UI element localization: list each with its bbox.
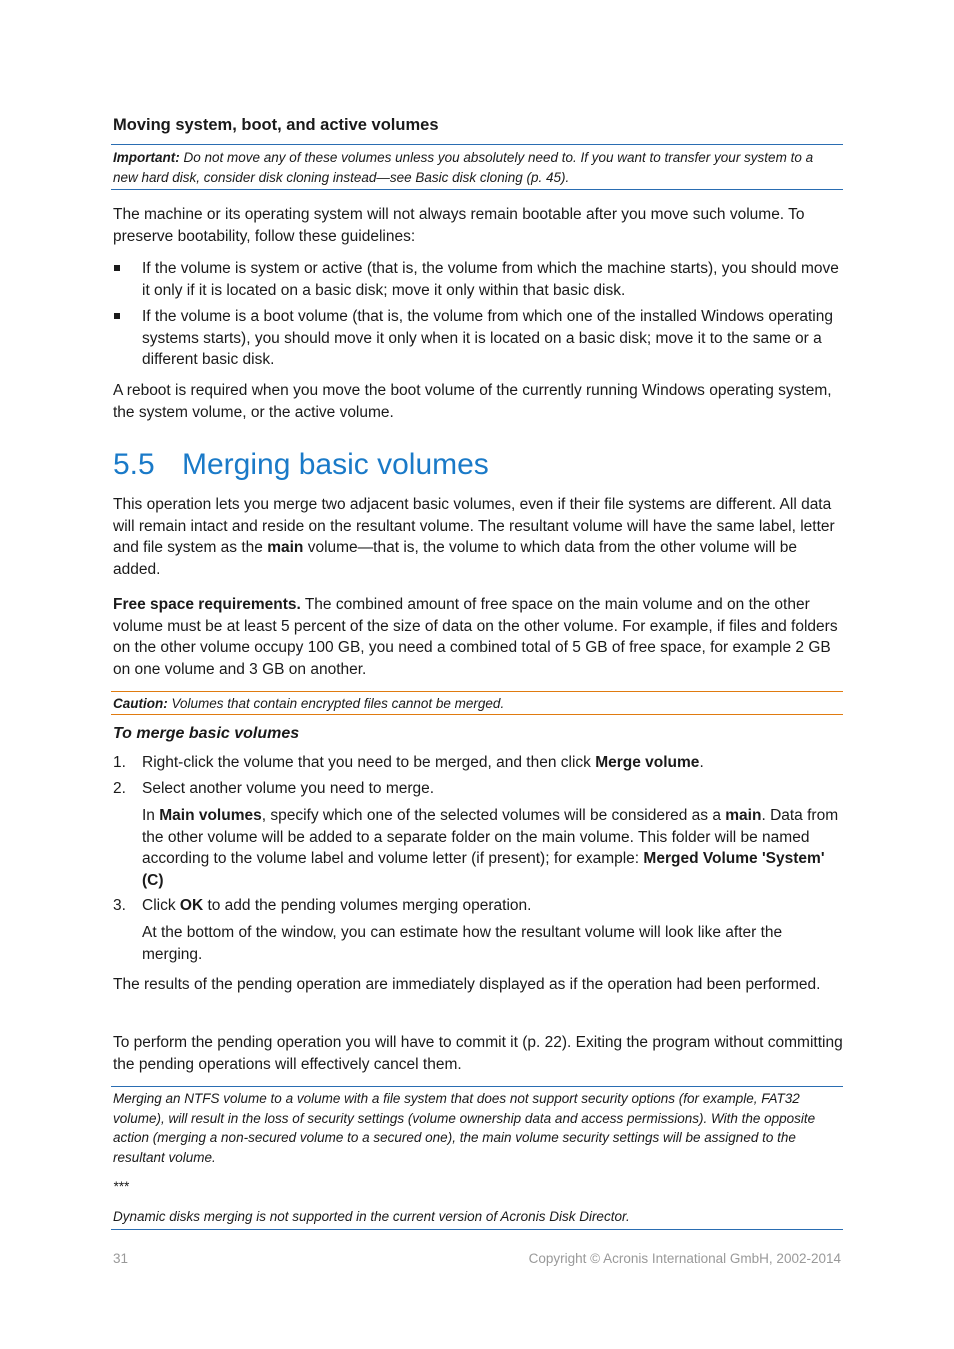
section-number: 5.5 xyxy=(113,448,155,481)
text-span: to add the pending volumes merging operation. xyxy=(203,897,532,914)
step-number: 3. xyxy=(113,897,126,914)
caution-note xyxy=(111,691,843,715)
reboot-paragraph: A reboot is required when you move the boot volume of the currently running Windows operating system, the system volume, or the active volume. xyxy=(113,382,832,421)
security-note: Merging an NTFS volume to a volume with a file system that does not support security options (for example, FAT32 volume), will result in the loss of security settings (volume ownership data and access permissions). With the opposite action (merging a non-secured volume to a secured one), the main volume security settings will be assigned to the resultant volume. xyxy=(113,1091,816,1165)
important-note xyxy=(111,144,843,190)
free-space-paragraph xyxy=(113,594,843,680)
bold-span: Free space requirements. xyxy=(113,596,301,613)
merge-intro xyxy=(113,494,843,580)
results-paragraph: The results of the pending operation are immediately displayed as if the operation had been performed. xyxy=(113,976,821,993)
step-number: 1. xyxy=(113,754,126,771)
section-heading-moving: Moving system, boot, and active volumes xyxy=(113,116,439,134)
bold-span: Merged Volume 'System' (C) xyxy=(142,850,825,889)
bullet-item xyxy=(113,258,843,301)
text-span: This operation lets you merge two adjacent basic volumes, even if their file systems are different. All data will remain intact and reside on the resultant volume. The resultant volume will have the same label, letter and file system as the xyxy=(113,496,835,556)
step-text xyxy=(142,752,843,774)
text-span: . Data from the other volume will be added to a separate folder on the main volume. This folder will be named according to the volume label and volume letter (if present); for example: xyxy=(142,807,839,867)
section-title-text: Merging basic volumes xyxy=(182,448,489,481)
merge-notes xyxy=(111,1086,843,1230)
bullet-text: If the volume is system or active (that is, the volume from which the machine starts), you should move it only if it is located on a basic disk; move it only within that basic disk. xyxy=(142,260,839,299)
note-separator: *** xyxy=(113,1179,129,1194)
step-text: Select another volume you need to merge. xyxy=(142,780,435,797)
bold-span: Merge volume xyxy=(595,754,700,771)
procedure-step xyxy=(113,778,843,800)
step-detail xyxy=(113,922,843,965)
bullet-item xyxy=(113,306,843,371)
important-text: Do not move any of these volumes unless you absolutely need to. If you want to transfer your system to a new hard disk, consider disk cloning instead—see Basic disk cloning (p. 45). xyxy=(113,150,814,185)
step-detail xyxy=(113,805,843,891)
page-number: 31 xyxy=(113,1251,129,1266)
text-span: Right-click the volume that you need to be merged, and then click xyxy=(142,754,596,771)
dynamic-disks-note: Dynamic disks merging is not supported in the current version of Acronis Disk Director. xyxy=(113,1208,630,1224)
step-detail-text: At the bottom of the window, you can estimate how the resultant volume will look like after the merging. xyxy=(142,924,783,963)
section-title xyxy=(113,448,489,482)
step-detail-text xyxy=(142,805,843,891)
copyright: Copyright © Acronis International GmbH, 2002-2014 xyxy=(528,1251,841,1266)
important-label: Important: xyxy=(113,150,180,165)
step-text xyxy=(142,895,843,917)
bold-span: OK xyxy=(179,897,204,914)
text-span: Click xyxy=(142,897,180,914)
text-span: , specify which one of the selected volumes will be considered as a xyxy=(261,807,726,824)
text-span: The combined amount of free space on the main volume and on the other volume must be at least 5 percent of the size of data on the other volume. For example, if files and folders on the other volume occupy 100 GB, you need a combined total of 5 GB of free space, for example 2 GB on one volume and 3 GB on another. xyxy=(113,596,838,678)
moving-intro: The machine or its operating system will not always remain bootable after you move such volume. To preserve bootability, follow these guidelines: xyxy=(113,206,805,245)
procedure-step xyxy=(113,895,843,917)
caution-text: Volumes that contain encrypted files cannot be merged. xyxy=(167,696,505,711)
procedure-step xyxy=(113,752,843,774)
step-number: 2. xyxy=(113,780,126,797)
bullet-text: If the volume is a boot volume (that is, the volume from which one of the installed Windows operating systems starts), you should move it only when it is located on a basic disk; move it to the same or a different basic disk. xyxy=(142,308,833,368)
text-span: . xyxy=(699,754,704,771)
text-span: volume—that is, the volume to which data from the other volume will be added. xyxy=(113,539,798,578)
text-span: In xyxy=(142,807,160,824)
caution-label: Caution: xyxy=(113,696,168,711)
procedure-title: To merge basic volumes xyxy=(113,725,300,742)
bold-span: main xyxy=(267,539,304,556)
bold-span: main xyxy=(725,807,762,824)
commit-paragraph: To perform the pending operation you will have to commit it (p. 22). Exiting the program without committing the pending operations will effectively cancel them. xyxy=(113,1034,843,1073)
bold-span: Main volumes xyxy=(159,807,262,824)
